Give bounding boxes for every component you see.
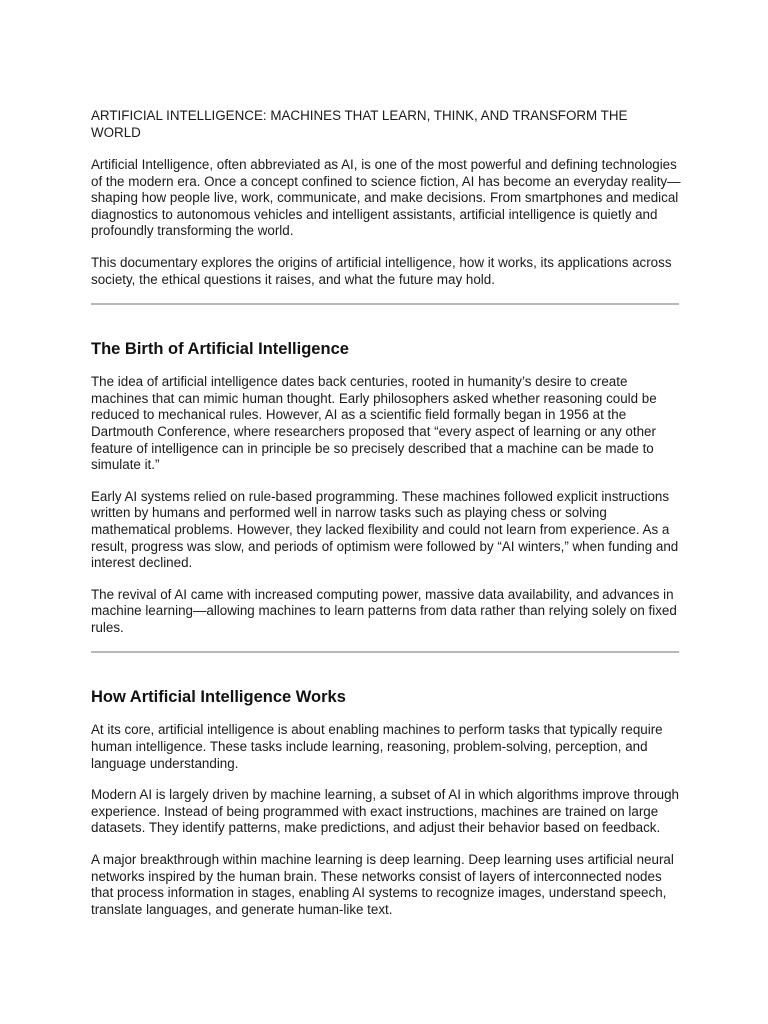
section-heading: The Birth of Artificial Intelligence xyxy=(91,340,349,359)
section-divider xyxy=(91,651,679,653)
intro-paragraph: This documentary explores the origins of artificial intelligence, how it works, its applications across society, the ethical questions it raises, and what the future may hold. xyxy=(91,254,672,287)
section-paragraph: The idea of artificial intelligence dates back centuries, rooted in humanity’s desire to create machines that can mimic human thought. Early philosophers asked whether reasoning could be reduced to mechanical rules. However, AI as a scientific field formally began in 1956 at the Dartmouth Conference, where researchers proposed that “every aspect of learning or any other feature of intelligence can in principle be so precisely described that a machine can be made to simulate it.” xyxy=(91,374,657,473)
section-paragraph: Modern AI is largely driven by machine learning, a subset of AI in which algorithms improve through experience. Instead of being programmed with exact instructions, machines are trained on large datasets. They identify patterns, make predictions, and adjust their behavior based on feedback. xyxy=(91,787,679,836)
document-body xyxy=(91,108,681,933)
section-paragraph: At its core, artificial intelligence is about enabling machines to perform tasks that typically require human intelligence. These tasks include learning, reasoning, problem-solving, perception, and language understanding. xyxy=(91,722,663,771)
section-paragraph: A major breakthrough within machine learning is deep learning. Deep learning uses artificial neural networks inspired by the human brain. These networks consist of layers of interconnected nodes that process information in stages, enabling AI systems to recognize images, understand speech, translate languages, and generate human-like text. xyxy=(91,852,674,917)
section-paragraph: The revival of AI came with increased computing power, massive data availability, and advances in machine learning—allowing machines to learn patterns from data rather than relying solely on fixed rules. xyxy=(91,586,677,635)
document-title: ARTIFICIAL INTELLIGENCE: MACHINES THAT LEARN, THINK, AND TRANSFORM THE WORLD xyxy=(91,108,628,140)
section-heading: How Artificial Intelligence Works xyxy=(91,688,346,707)
section-divider xyxy=(91,303,679,305)
intro-paragraph: Artificial Intelligence, often abbreviated as AI, is one of the most powerful and defining technologies of the modern era. Once a concept confined to science fiction, AI has become an everyday reality—shaping how people live, work, communicate, and make decisions. From smartphones and medical diagnostics to autonomous vehicles and intelligent assistants, artificial intelligence is quietly and profoundly transforming the world. xyxy=(91,157,681,239)
section-paragraph: Early AI systems relied on rule-based programming. These machines followed explicit instructions written by humans and performed well in narrow tasks such as playing chess or solving mathematical problems. However, they lacked flexibility and could not learn from experience. As a result, progress was slow, and periods of optimism were followed by “AI winters,” when funding and interest declined. xyxy=(91,488,679,571)
